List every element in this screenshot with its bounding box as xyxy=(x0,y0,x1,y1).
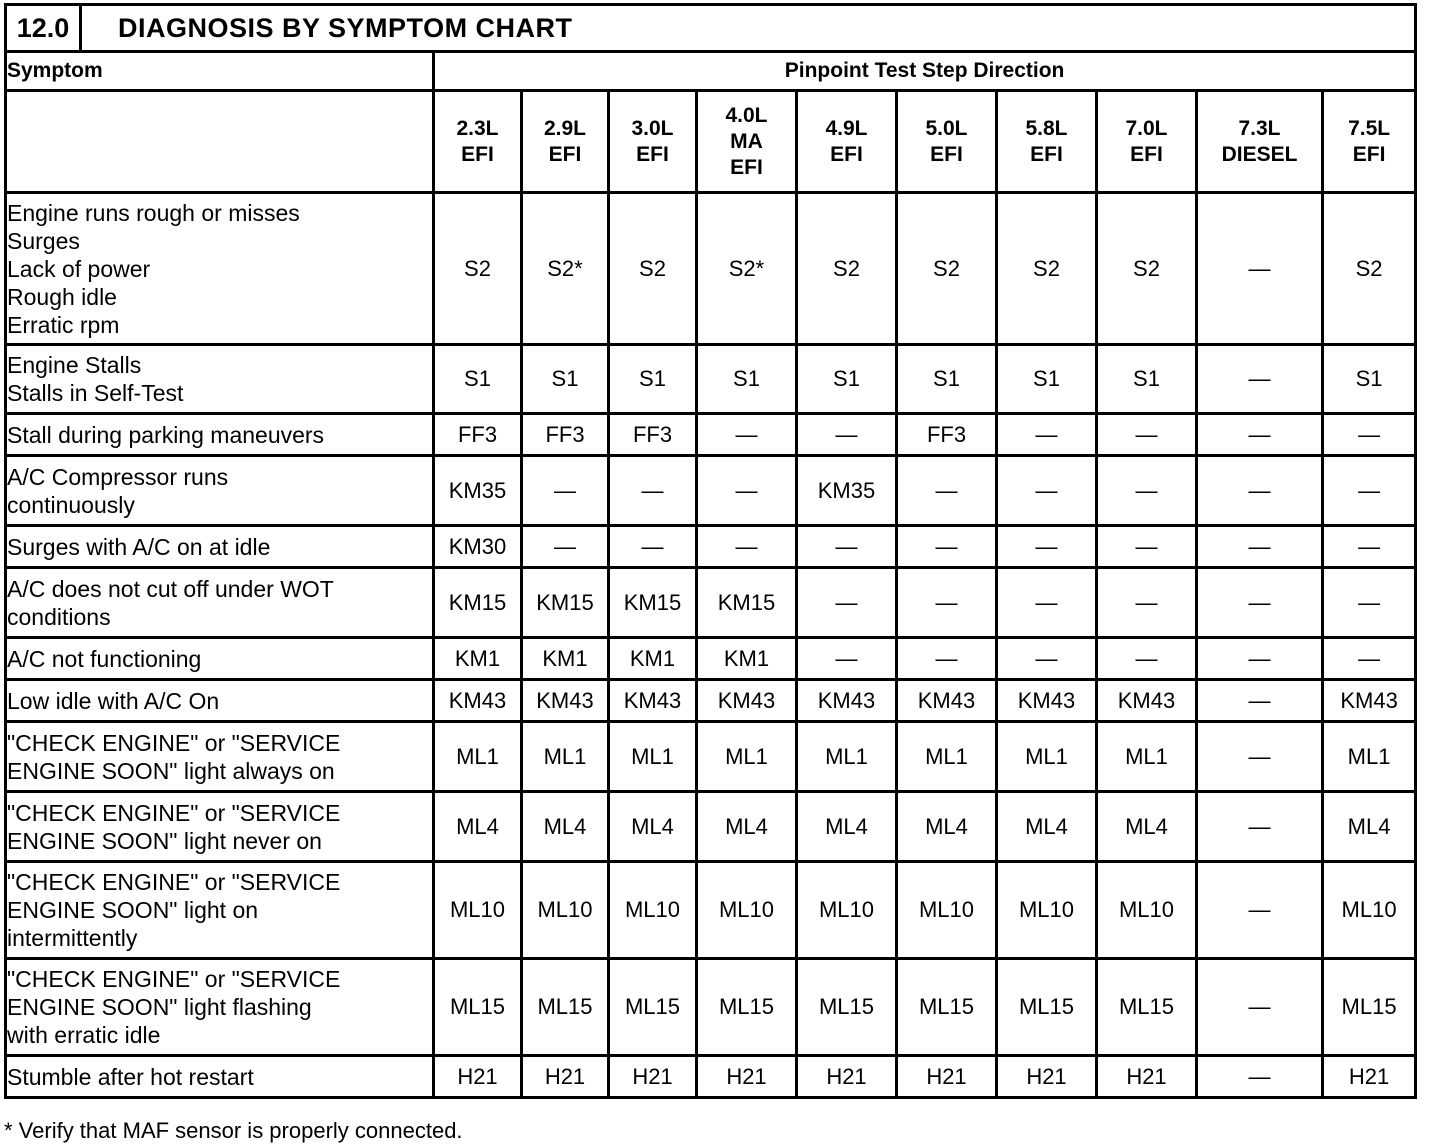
table-row xyxy=(6,722,1416,792)
symptom-line: ENGINE SOON" light always on xyxy=(7,757,335,784)
test-step-cell: — xyxy=(797,568,897,638)
table-row xyxy=(6,1056,1416,1098)
test-step-cell: — xyxy=(1197,193,1323,345)
test-step-cell: S1 xyxy=(522,345,609,414)
engine-header-line: 2.9L xyxy=(543,116,587,140)
engine-header-3 xyxy=(697,91,797,193)
test-step-cell: — xyxy=(897,638,997,680)
test-step-cell: — xyxy=(1197,1056,1323,1098)
test-step-cell: — xyxy=(997,526,1097,568)
test-step-cell: ML1 xyxy=(1097,722,1197,792)
test-step-cell: ML4 xyxy=(797,792,897,862)
test-step-cell: S1 xyxy=(697,345,797,414)
test-step-cell: — xyxy=(1097,638,1197,680)
symptom-line: with erratic idle xyxy=(7,1022,161,1048)
symptom-line: "CHECK ENGINE" or "SERVICE xyxy=(7,729,341,756)
symptom-line: "CHECK ENGINE" or "SERVICE xyxy=(7,869,341,895)
test-step-cell: — xyxy=(697,526,797,568)
test-step-cell: S2 xyxy=(897,193,997,345)
engine-header-row xyxy=(6,91,1416,193)
test-step-cell: S2 xyxy=(797,193,897,345)
test-step-cell: ML1 xyxy=(897,722,997,792)
engine-header-0 xyxy=(434,91,522,193)
engine-header-9 xyxy=(1323,91,1416,193)
symptom-line: Engine runs rough or misses xyxy=(7,199,300,226)
test-step-cell: H21 xyxy=(1097,1056,1197,1098)
symptom-cell xyxy=(6,862,434,959)
engine-header-6 xyxy=(997,91,1097,193)
test-step-cell: KM35 xyxy=(434,456,522,526)
test-step-cell: ML15 xyxy=(1097,959,1197,1056)
test-step-cell: KM43 xyxy=(797,680,897,722)
test-step-cell: — xyxy=(1197,638,1323,680)
symptom-header: Symptom xyxy=(6,52,434,91)
engine-header-line: EFI xyxy=(730,155,763,179)
symptom-line: ENGINE SOON" light never on xyxy=(7,827,322,854)
footnote: * Verify that MAF sensor is properly connected. xyxy=(4,1118,463,1143)
test-step-cell: — xyxy=(1097,526,1197,568)
test-step-cell: H21 xyxy=(1323,1056,1416,1098)
test-step-cell: S1 xyxy=(434,345,522,414)
engine-header-line: 7.5L xyxy=(1348,116,1391,140)
engine-header-line: EFI xyxy=(830,142,863,166)
symptom-line: Surges with A/C on at idle xyxy=(7,533,271,560)
engine-header-line: EFI xyxy=(636,142,669,166)
test-step-cell: H21 xyxy=(434,1056,522,1098)
test-step-cell: S2* xyxy=(697,193,797,345)
test-step-cell: H21 xyxy=(697,1056,797,1098)
test-step-cell: H21 xyxy=(997,1056,1097,1098)
test-step-cell: FF3 xyxy=(522,414,609,456)
symptom-line: A/C not functioning xyxy=(7,645,202,672)
test-step-cell: ML10 xyxy=(1323,862,1416,959)
test-step-cell: KM43 xyxy=(609,680,697,722)
symptom-line: "CHECK ENGINE" or "SERVICE xyxy=(7,799,341,826)
symptom-cell xyxy=(6,638,434,680)
symptom-cell xyxy=(6,456,434,526)
table-row xyxy=(6,792,1416,862)
test-step-cell: — xyxy=(1323,414,1416,456)
test-step-cell: ML15 xyxy=(797,959,897,1056)
test-step-cell: ML4 xyxy=(697,792,797,862)
test-step-cell: S2 xyxy=(1323,193,1416,345)
test-step-cell: — xyxy=(609,456,697,526)
test-step-cell: S1 xyxy=(1323,345,1416,414)
test-step-cell: — xyxy=(1197,568,1323,638)
engine-header-line: 4.0L xyxy=(725,103,768,127)
title-row xyxy=(6,5,1416,52)
engine-header-1 xyxy=(522,91,609,193)
symptom-cell xyxy=(6,414,434,456)
test-step-cell: ML10 xyxy=(609,862,697,959)
engine-header-5 xyxy=(897,91,997,193)
engine-header-line: 7.0L xyxy=(1125,116,1168,140)
test-step-cell: ML4 xyxy=(522,792,609,862)
test-step-cell: H21 xyxy=(897,1056,997,1098)
symptom-cell xyxy=(6,345,434,414)
engine-header-7 xyxy=(1097,91,1197,193)
test-step-cell: ML4 xyxy=(609,792,697,862)
test-step-cell: — xyxy=(1323,526,1416,568)
symptom-line: Stumble after hot restart xyxy=(7,1063,254,1090)
test-step-cell: — xyxy=(1197,722,1323,792)
test-step-cell: KM43 xyxy=(897,680,997,722)
test-step-cell: S2 xyxy=(609,193,697,345)
engine-header-blank xyxy=(6,91,434,193)
test-step-cell: ML1 xyxy=(1323,722,1416,792)
test-step-cell: ML4 xyxy=(434,792,522,862)
symptom-line: Low idle with A/C On xyxy=(7,687,220,714)
test-step-cell: — xyxy=(797,638,897,680)
test-step-cell: KM15 xyxy=(697,568,797,638)
test-step-cell: ML1 xyxy=(522,722,609,792)
test-step-cell: ML15 xyxy=(434,959,522,1056)
symptom-cell xyxy=(6,959,434,1056)
table-row xyxy=(6,680,1416,722)
test-step-cell: S2* xyxy=(522,193,609,345)
test-step-cell: KM15 xyxy=(434,568,522,638)
engine-header-line: EFI xyxy=(548,142,582,166)
engine-header-line: EFI xyxy=(1030,142,1063,166)
engine-header-8 xyxy=(1197,91,1323,193)
test-step-cell: — xyxy=(1197,862,1323,959)
test-step-cell: KM43 xyxy=(1323,680,1416,722)
symptom-cell xyxy=(6,680,434,722)
symptom-line: "CHECK ENGINE" or "SERVICE xyxy=(7,966,341,992)
test-step-cell: ML10 xyxy=(797,862,897,959)
test-step-cell: ML1 xyxy=(797,722,897,792)
test-step-cell: H21 xyxy=(609,1056,697,1098)
test-step-cell: ML4 xyxy=(1323,792,1416,862)
test-step-cell: — xyxy=(1197,345,1323,414)
test-step-cell: — xyxy=(1197,680,1323,722)
test-step-cell: FF3 xyxy=(609,414,697,456)
test-step-cell: — xyxy=(997,568,1097,638)
test-step-cell: S1 xyxy=(1097,345,1197,414)
test-step-cell: H21 xyxy=(522,1056,609,1098)
engine-header-line: EFI xyxy=(1130,142,1163,166)
symptom-line: Engine Stalls xyxy=(7,352,142,378)
test-step-cell: FF3 xyxy=(434,414,522,456)
test-step-cell: — xyxy=(1197,414,1323,456)
test-step-cell: — xyxy=(1197,959,1323,1056)
table-row xyxy=(6,959,1416,1056)
symptom-line: Stalls in Self-Test xyxy=(7,380,184,406)
engine-header-line: 5.8L xyxy=(1025,116,1068,140)
test-step-cell: ML1 xyxy=(997,722,1097,792)
engine-header-line: DIESEL xyxy=(1221,142,1298,166)
test-step-cell: S1 xyxy=(797,345,897,414)
test-step-cell: — xyxy=(1197,792,1323,862)
test-step-cell: — xyxy=(522,456,609,526)
engine-header-2 xyxy=(609,91,697,193)
test-step-cell: S1 xyxy=(609,345,697,414)
table-row xyxy=(6,414,1416,456)
test-step-cell: ML15 xyxy=(997,959,1097,1056)
symptom-line: conditions xyxy=(7,603,111,630)
test-step-cell: ML4 xyxy=(1097,792,1197,862)
engine-header-line: 4.9L xyxy=(825,116,868,140)
test-step-cell: — xyxy=(797,526,897,568)
test-step-cell: FF3 xyxy=(897,414,997,456)
engine-header-line: EFI xyxy=(930,142,963,166)
test-step-cell: ML10 xyxy=(697,862,797,959)
engine-header-line: 7.3L xyxy=(1238,116,1281,140)
engine-header-line: MA xyxy=(730,129,763,153)
test-step-cell: KM43 xyxy=(434,680,522,722)
table-row xyxy=(6,568,1416,638)
test-step-cell: ML4 xyxy=(897,792,997,862)
test-step-cell: — xyxy=(697,414,797,456)
test-step-cell: — xyxy=(697,456,797,526)
symptom-line: A/C does not cut off under WOT xyxy=(7,575,334,602)
test-step-cell: KM15 xyxy=(522,568,609,638)
table-row xyxy=(6,345,1416,414)
test-step-cell: S2 xyxy=(434,193,522,345)
test-step-cell: — xyxy=(1197,526,1323,568)
table-row xyxy=(6,638,1416,680)
test-step-cell: KM43 xyxy=(697,680,797,722)
test-step-cell: KM1 xyxy=(609,638,697,680)
test-step-cell: ML10 xyxy=(434,862,522,959)
test-step-cell: — xyxy=(897,568,997,638)
engine-header-line: 3.0L xyxy=(631,116,674,140)
test-step-cell: KM1 xyxy=(522,638,609,680)
test-step-cell: — xyxy=(997,638,1097,680)
test-step-cell: KM1 xyxy=(434,638,522,680)
test-step-cell: S2 xyxy=(1097,193,1197,345)
section-title: DIAGNOSIS BY SYMPTOM CHART xyxy=(118,12,573,43)
test-step-cell: ML1 xyxy=(697,722,797,792)
test-step-cell: ML15 xyxy=(1323,959,1416,1056)
test-step-cell: — xyxy=(609,526,697,568)
test-step-cell: — xyxy=(1097,414,1197,456)
section-number: 12.0 xyxy=(7,6,82,50)
engine-header-line: EFI xyxy=(461,142,494,166)
test-step-cell: ML15 xyxy=(697,959,797,1056)
symptom-line: continuously xyxy=(7,491,135,518)
test-step-cell: KM43 xyxy=(522,680,609,722)
test-step-cell: KM15 xyxy=(609,568,697,638)
engine-header-4 xyxy=(797,91,897,193)
symptom-line: Stall during parking maneuvers xyxy=(7,421,325,448)
table-row xyxy=(6,526,1416,568)
test-step-cell: ML15 xyxy=(609,959,697,1056)
test-step-cell: — xyxy=(997,456,1097,526)
test-step-cell: ML1 xyxy=(609,722,697,792)
test-step-cell: — xyxy=(797,414,897,456)
symptom-line: Surges xyxy=(7,227,80,254)
test-step-cell: — xyxy=(1323,456,1416,526)
test-step-cell: — xyxy=(1097,456,1197,526)
symptom-cell xyxy=(6,792,434,862)
symptom-cell xyxy=(6,526,434,568)
test-step-cell: — xyxy=(897,456,997,526)
table-row xyxy=(6,862,1416,959)
test-step-cell: — xyxy=(1323,568,1416,638)
table-row xyxy=(6,193,1416,345)
diagnosis-chart-table xyxy=(4,3,1417,1099)
test-step-cell: — xyxy=(997,414,1097,456)
test-step-cell: ML10 xyxy=(897,862,997,959)
engine-header-line: 5.0L xyxy=(925,116,968,140)
symptom-cell xyxy=(6,193,434,345)
test-step-cell: KM35 xyxy=(797,456,897,526)
test-step-cell: ML15 xyxy=(897,959,997,1056)
engine-header-line: EFI xyxy=(1352,142,1386,166)
test-step-cell: — xyxy=(1197,456,1323,526)
test-step-cell: ML10 xyxy=(997,862,1097,959)
test-step-cell: KM43 xyxy=(1097,680,1197,722)
header-row xyxy=(6,52,1416,91)
test-step-cell: KM43 xyxy=(997,680,1097,722)
symptom-cell xyxy=(6,722,434,792)
symptom-line: A/C Compressor runs xyxy=(7,463,229,490)
symptom-line: ENGINE SOON" light flashing xyxy=(7,994,312,1020)
engine-header-line: 2.3L xyxy=(456,116,499,140)
test-step-cell: — xyxy=(522,526,609,568)
symptom-line: Lack of power xyxy=(7,255,151,282)
test-step-cell: KM1 xyxy=(697,638,797,680)
symptom-cell xyxy=(6,568,434,638)
pinpoint-header: Pinpoint Test Step Direction xyxy=(434,52,1416,91)
test-step-cell: KM30 xyxy=(434,526,522,568)
test-step-cell: S2 xyxy=(997,193,1097,345)
test-step-cell: — xyxy=(1097,568,1197,638)
symptom-line: intermittently xyxy=(7,925,138,951)
test-step-cell: S1 xyxy=(897,345,997,414)
test-step-cell: ML15 xyxy=(522,959,609,1056)
test-step-cell: ML10 xyxy=(522,862,609,959)
test-step-cell: — xyxy=(897,526,997,568)
test-step-cell: ML1 xyxy=(434,722,522,792)
test-step-cell: S1 xyxy=(997,345,1097,414)
test-step-cell: H21 xyxy=(797,1056,897,1098)
symptom-cell xyxy=(6,1056,434,1098)
symptom-line: ENGINE SOON" light on xyxy=(7,897,259,923)
test-step-cell: ML4 xyxy=(997,792,1097,862)
symptom-line: Rough idle xyxy=(7,283,117,310)
test-step-cell: — xyxy=(1323,638,1416,680)
test-step-cell: ML10 xyxy=(1097,862,1197,959)
symptom-line: Erratic rpm xyxy=(7,311,120,338)
table-row xyxy=(6,456,1416,526)
